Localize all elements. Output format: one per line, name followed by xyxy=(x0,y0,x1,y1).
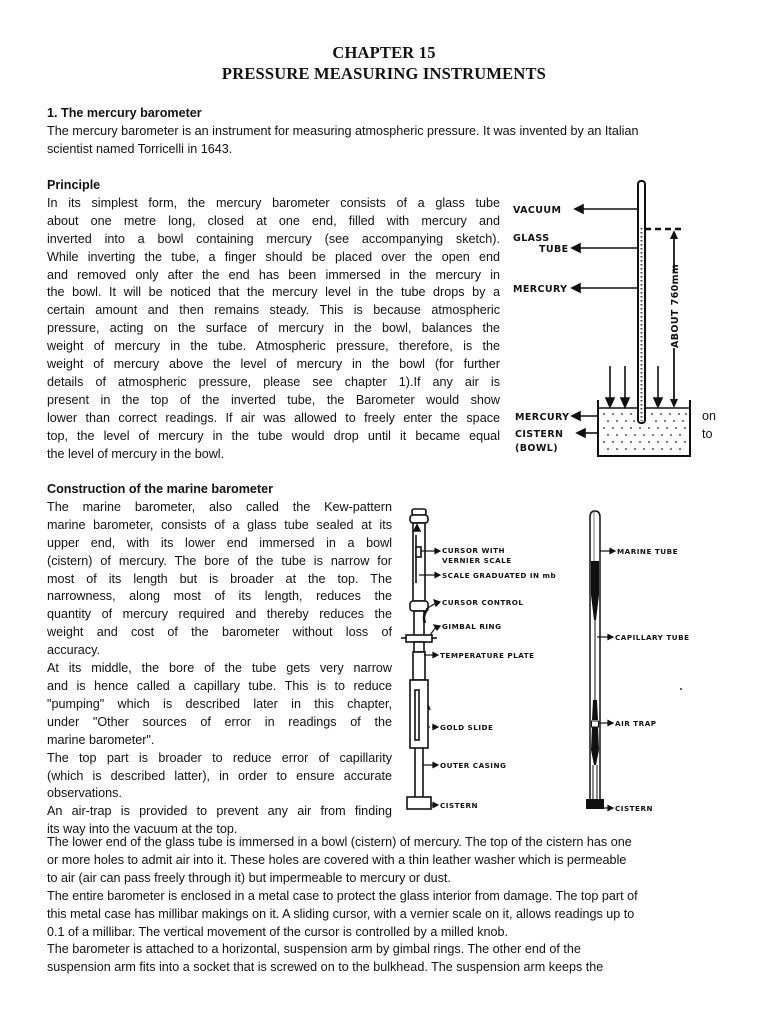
outer-casing-label: OUTER CASING xyxy=(440,761,507,770)
text-line: The marine barometer, also called the Kew-pattern xyxy=(47,499,392,514)
temperature-plate-label: TEMPERATURE PLATE xyxy=(440,651,535,660)
text-line: upper end, with its lower end immersed in a bowl xyxy=(47,535,392,550)
text-line: most of its length but is broader at the top. The xyxy=(47,571,392,586)
text-line: suspension arm fits into a socket that is screwed on to the bulkhead. The suspension arm keeps the xyxy=(47,960,604,975)
marine-tube-diagram xyxy=(575,505,735,820)
text-line: In its simplest form, the mercury barometer consists of a glass tube xyxy=(47,195,500,210)
section-mercury-barometer xyxy=(47,105,727,159)
section-construction xyxy=(47,481,392,839)
text-line: certain amount and then remains steady. This is because atmospheric xyxy=(47,303,500,318)
cursor-label-2: VERNIER SCALE xyxy=(442,556,512,565)
chapter-title: PRESSURE MEASURING INSTRUMENTS xyxy=(221,64,547,83)
height-label: ABOUT 760mm xyxy=(670,263,681,348)
bowl-label: (BOWL) xyxy=(515,443,558,454)
text-line: and removed only after the end has been immersed in the mercury in xyxy=(47,267,500,282)
section-heading: Construction of the marine barometer xyxy=(47,482,274,496)
text-line: about one metre long, closed at one end, filled with mercury and xyxy=(47,213,500,228)
text-line: this metal case has millibar makings on it. A sliding cursor, with a vernier scale on it, allows readings up to xyxy=(47,906,635,921)
text-line: quantity of mercury required and thereby reduces the xyxy=(47,607,392,622)
text-line: weight of mercury above the level of mercury in the bowl (for further xyxy=(47,357,500,372)
mercury-bowl-label: MERCURY xyxy=(515,412,570,423)
text-line: "pumping" which is described later in this chapter, xyxy=(47,696,392,711)
text-line: The lower end of the glass tube is immersed in a bowl (cistern) of mercury. The top of the cistern has one xyxy=(47,835,632,849)
cistern-label: CISTERN xyxy=(440,801,478,810)
text-line: under "Other sources of error in readings of the xyxy=(47,714,392,729)
overflow-word: to xyxy=(702,427,713,441)
text-line: present in the top of the inverted tube, the Barometer would show xyxy=(47,392,500,407)
text-line: marine barometer, consists of a glass tube sealed at its xyxy=(47,517,392,532)
section-heading: Principle xyxy=(47,178,101,192)
cursor-label-1: CURSOR WITH xyxy=(442,546,505,555)
glass-label: GLASS xyxy=(513,233,550,244)
cistern-label: CISTERN xyxy=(615,804,653,813)
gimbal-ring-label: GIMBAL RING xyxy=(442,622,502,631)
gold-slide-label: GOLD SLIDE xyxy=(440,723,494,732)
tube-label: TUBE xyxy=(539,244,569,255)
text-line: (cistern) of mercury. The bore of the tube is narrow for xyxy=(47,553,392,568)
text-line: lower than correct readings. If air was allowed to freely enter the space xyxy=(47,410,500,425)
mercury-tube-label: MERCURY xyxy=(513,284,568,295)
text-line: the level of mercury in the bowl. xyxy=(47,446,225,461)
overflow-word: on xyxy=(702,409,717,423)
capillary-tube-label: CAPILLARY TUBE xyxy=(615,633,690,642)
text-line: details of atmospheric pressure, please see chapter 1).If any air is xyxy=(47,374,500,389)
text-line: accuracy. xyxy=(47,643,100,658)
text-line: pressure, acting on the surface of mercury in the bowl, balances the xyxy=(47,321,500,336)
text-line: The barometer is attached to a horizontal, suspension arm by gimbal rings. The other end of the xyxy=(47,942,581,957)
cursor-control-label: CURSOR CONTROL xyxy=(442,598,524,607)
text-line: 0.1 of a millibar. The vertical movement of the cursor is controlled by a milled knob. xyxy=(47,924,509,939)
text-line: weight and cost of the barometer without loss of xyxy=(47,625,392,640)
text-line: The mercury barometer is an instrument for measuring atmospheric pressure. It was invented by an Italian xyxy=(47,123,639,138)
text-line: to air (air can pass freely through it) but impermeable to mercury or dust. xyxy=(47,870,451,885)
chapter-number: CHAPTER 15 xyxy=(332,43,436,62)
marine-tube-label: MARINE TUBE xyxy=(617,547,678,556)
simple-barometer-diagram xyxy=(505,178,705,463)
text-line: An air-trap is provided to prevent any air from finding xyxy=(47,804,392,819)
text-line: While inverting the tube, a finger should be placed over the open end xyxy=(47,249,500,264)
text-line: top, the level of mercury in the tube would drop until it became equal xyxy=(47,428,500,443)
section-heading: 1. The mercury barometer xyxy=(47,106,202,120)
text-line: and is hence called a capillary tube. This is to reduce xyxy=(47,678,392,693)
text-line: or more holes to admit air into it. These holes are covered with a thin leather washer which is permeable xyxy=(47,852,627,867)
text-line: its way into the vacuum at the top. xyxy=(47,822,238,837)
text-line: scientist named Torricelli in 1643. xyxy=(47,141,233,156)
cistern-label: CISTERN xyxy=(515,429,564,440)
text-line: narrowness, along most of its length, reduces the xyxy=(47,589,392,604)
kew-barometer-diagram xyxy=(400,505,575,820)
text-line: At its middle, the bore of the tube gets very narrow xyxy=(47,661,392,676)
text-line: The top part is broader to reduce error of capillarity xyxy=(47,750,392,765)
text-line: the bowl. It will be noticed that the mercury level in the tube drops by a xyxy=(47,285,500,300)
text-line: The entire barometer is enclosed in a metal case to protect the glass interior from damage. The top part of xyxy=(47,888,638,903)
section-principle xyxy=(47,177,500,464)
vacuum-label: VACUUM xyxy=(513,205,562,216)
pressure-arrows xyxy=(606,366,662,407)
air-trap-label: AIR TRAP xyxy=(615,719,657,728)
text-line: marine barometer". xyxy=(47,732,155,747)
text-line: observations. xyxy=(47,786,122,801)
scale-label: SCALE GRADUATED IN mb xyxy=(442,571,557,580)
glass-tube-shape xyxy=(638,181,645,423)
text-line: weight of mercury in the tube. Atmospheric pressure, therefore, is the xyxy=(47,339,500,354)
text-line: (which is described latter), in order to ensure accurate xyxy=(47,768,392,783)
construction-continued xyxy=(47,834,732,977)
text-line: inverted into a bowl containing mercury (see accompanying sketch). xyxy=(47,231,500,246)
